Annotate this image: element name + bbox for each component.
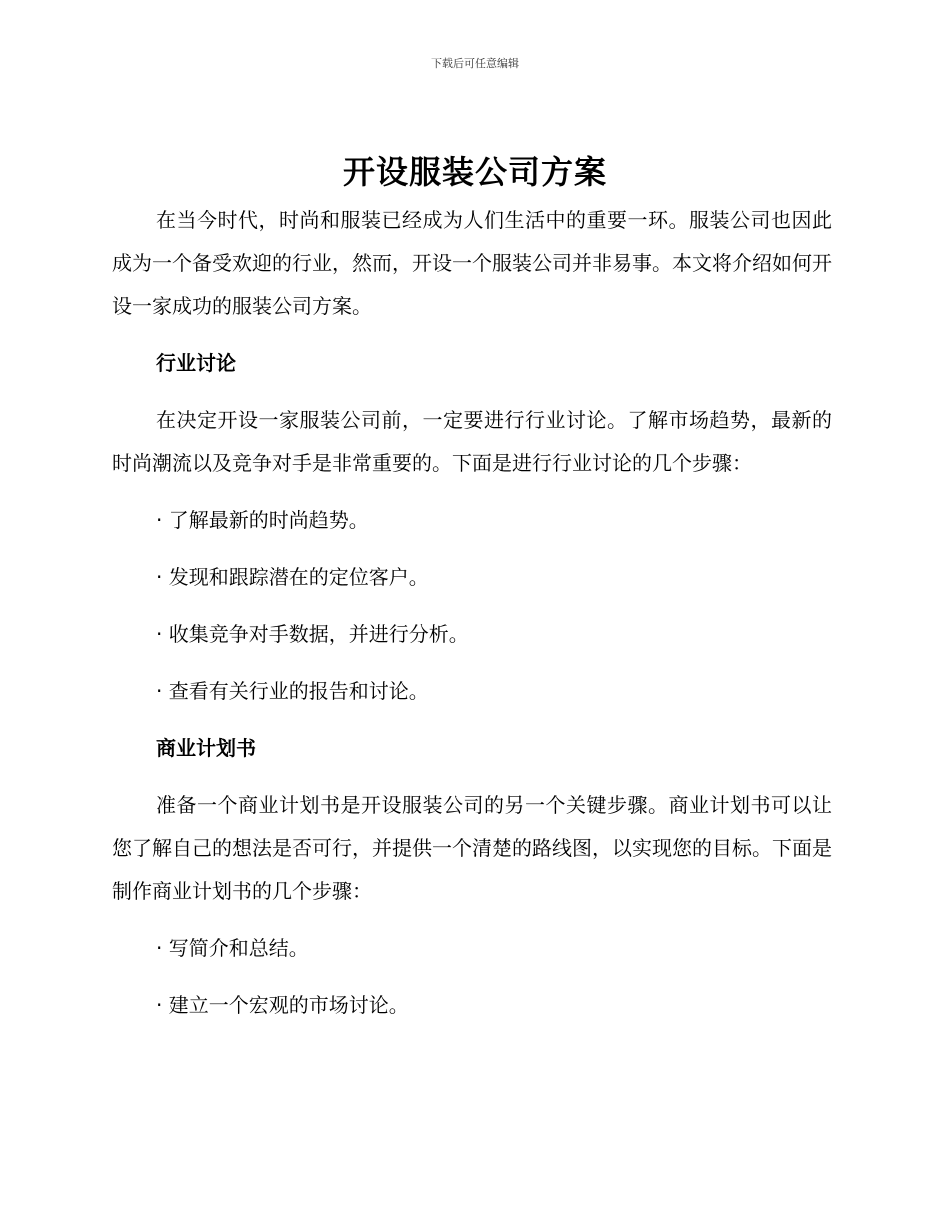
document-title: 开设服装公司方案 bbox=[342, 153, 607, 191]
section-heading-industry: 行业讨论 bbox=[156, 351, 236, 375]
intro-paragraph: 在当今时代，时尚和服装已经成为人们生活中的重要一环。服装公司也因此成为一个备受欢迎的行业，然而，开设一个服装公司并非易事。本文将介绍如何开设一家成功的服装公司方案。 bbox=[112, 208, 832, 318]
list-item: · 建立一个宏观的市场讨论。 bbox=[156, 993, 409, 1017]
section-paragraph-industry: 在决定开设一家服装公司前，一定要进行行业讨论。了解市场趋势，最新的时尚潮流以及竞争对手是非常重要的。下面是进行行业讨论的几个步骤： bbox=[112, 408, 832, 475]
list-item: · 收集竞争对手数据，并进行分析。 bbox=[156, 622, 469, 646]
section-heading-business-plan: 商业计划书 bbox=[156, 736, 256, 760]
list-item: · 了解最新的时尚趋势。 bbox=[156, 508, 369, 532]
header-note: 下载后可任意编辑 bbox=[431, 57, 519, 70]
section-paragraph-business-plan: 准备一个商业计划书是开设服装公司的另一个关键步骤。商业计划书可以让您了解自己的想法是否可行，并提供一个清楚的路线图，以实现您的目标。下面是制作商业计划书的几个步骤： bbox=[112, 793, 832, 903]
list-item: · 发现和跟踪潜在的定位客户。 bbox=[156, 565, 429, 589]
document-body bbox=[112, 199, 832, 1027]
list-item: · 写简介和总结。 bbox=[156, 936, 309, 960]
list-item: · 查看有关行业的报告和讨论。 bbox=[156, 679, 429, 703]
